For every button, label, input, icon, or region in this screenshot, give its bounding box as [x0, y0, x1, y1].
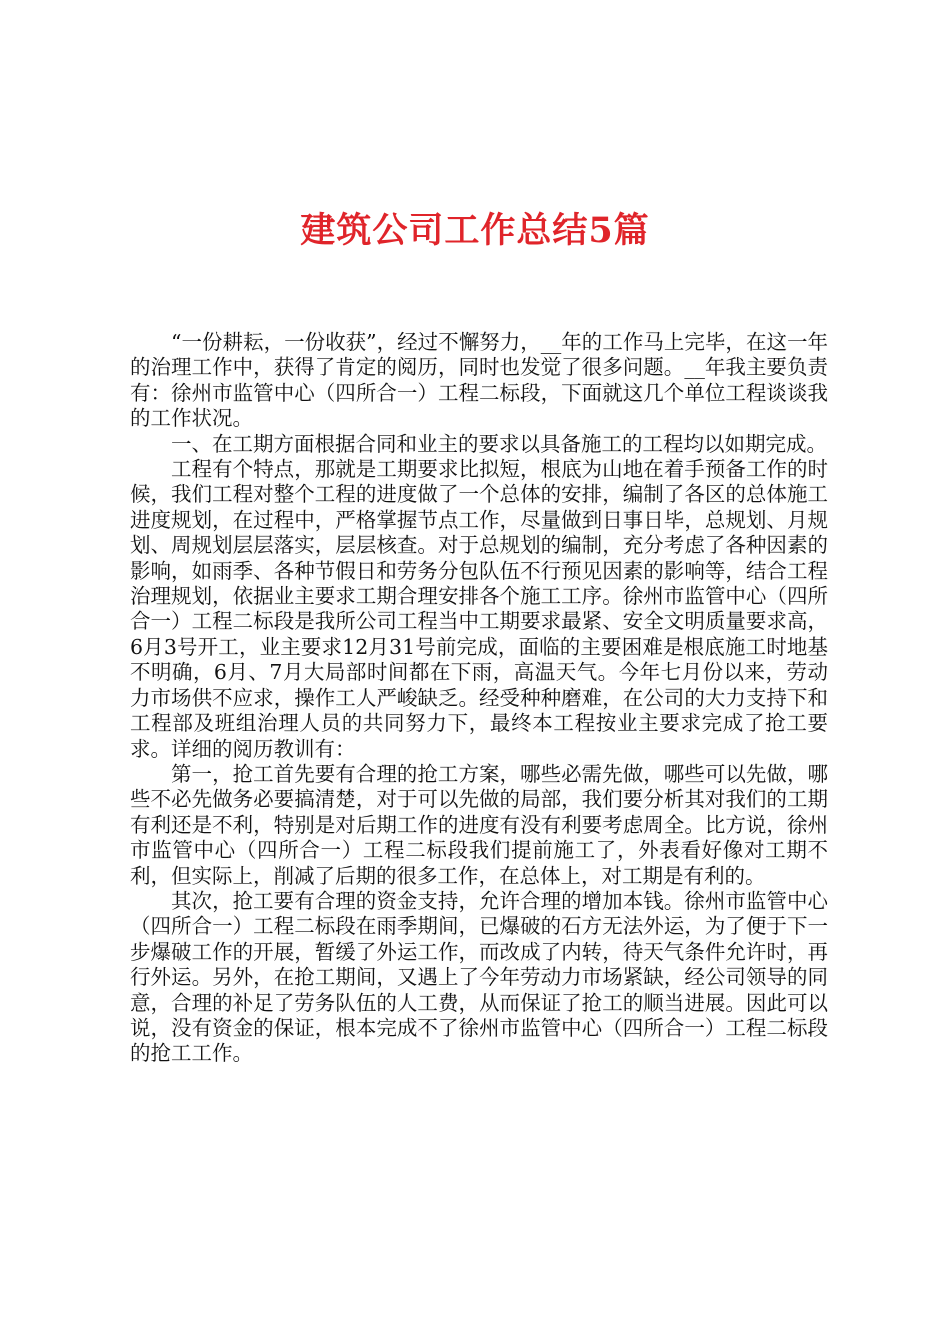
paragraph: 一、在工期方面根据合同和业主的要求以具备施工的工程均以如期完成。: [171, 431, 827, 456]
paragraph: 其次，抢工要有合理的资金支持，允许合理的增加本钱。徐州市监管中心（四所合一）工程二标段在雨季期间，已爆破的石方无法外运，为了便于下一步爆破工作的开展，暂缓了外运工作，而改成了内转，待天气条件允许时，再行外运。另外，在抢工期间，又遇上了今年劳动力市场紧缺，经公司领导的同意，合理的补足了劳务队伍的人工费，从而保证了抢工的顺当进展。因此可以说，没有资金的保证，根本完成不了徐州市监管中心（四所合一）工程二标段的抢工工作。: [130, 888, 828, 1066]
paragraph: 工程有个特点，那就是工期要求比拟短，根底为山地在着手预备工作的时候，我们工程对整个工程的进度做了一个总体的安排，编制了各区的总体施工进度规划，在过程中，严格掌握节点工作，尽量做到日事日毕，总规划、月规划、周规划层层落实，层层核查。对于总规划的编制，充分考虑了各种因素的影响，如雨季、各种节假日和劳务分包队伍不行预见因素的影响等，结合工程治理规划，依据业主要求工期合理安排各个施工工序。徐州市监管中心（四所合一）工程二标段是我所公司工程当中工期要求最紧、安全文明质量要求高，6月3号开工，业主要求12月31号前完成，面临的主要困难是根底施工时地基不明确，6月、7月大局部时间都在下雨，高温天气。今年七月份以来，劳动力市场供不应求，操作工人严峻缺乏。经受种种磨难，在公司的大力支持下和工程部及班组治理人员的共同努力下，最终本工程按业主要求完成了抢工要求。详细的阅历教训有：: [130, 457, 828, 761]
document-title: 建筑公司工作总结5篇: [300, 210, 650, 251]
document-body: [130, 330, 828, 1067]
paragraph: 第一，抢工首先要有合理的抢工方案，哪些必需先做，哪些可以先做，哪些不必先做务必要搞清楚，对于可以先做的局部，我们要分析其对我们的工期有利还是不利，特别是对后期工作的进度有没有利要考虑周全。比方说，徐州市监管中心（四所合一）工程二标段我们提前施工了，外表看好像对工期不利，但实际上，削减了后期的很多工作，在总体上，对工期是有利的。: [130, 761, 828, 888]
paragraph: “一份耕耘，一份收获”，经过不懈努力，__年的工作马上完毕，在这一年的治理工作中，获得了肯定的阅历，同时也发觉了很多问题。__年我主要负责有：徐州市监管中心（四所合一）工程二标段，下面就这几个单位工程谈谈我的工作状况。: [130, 330, 828, 431]
